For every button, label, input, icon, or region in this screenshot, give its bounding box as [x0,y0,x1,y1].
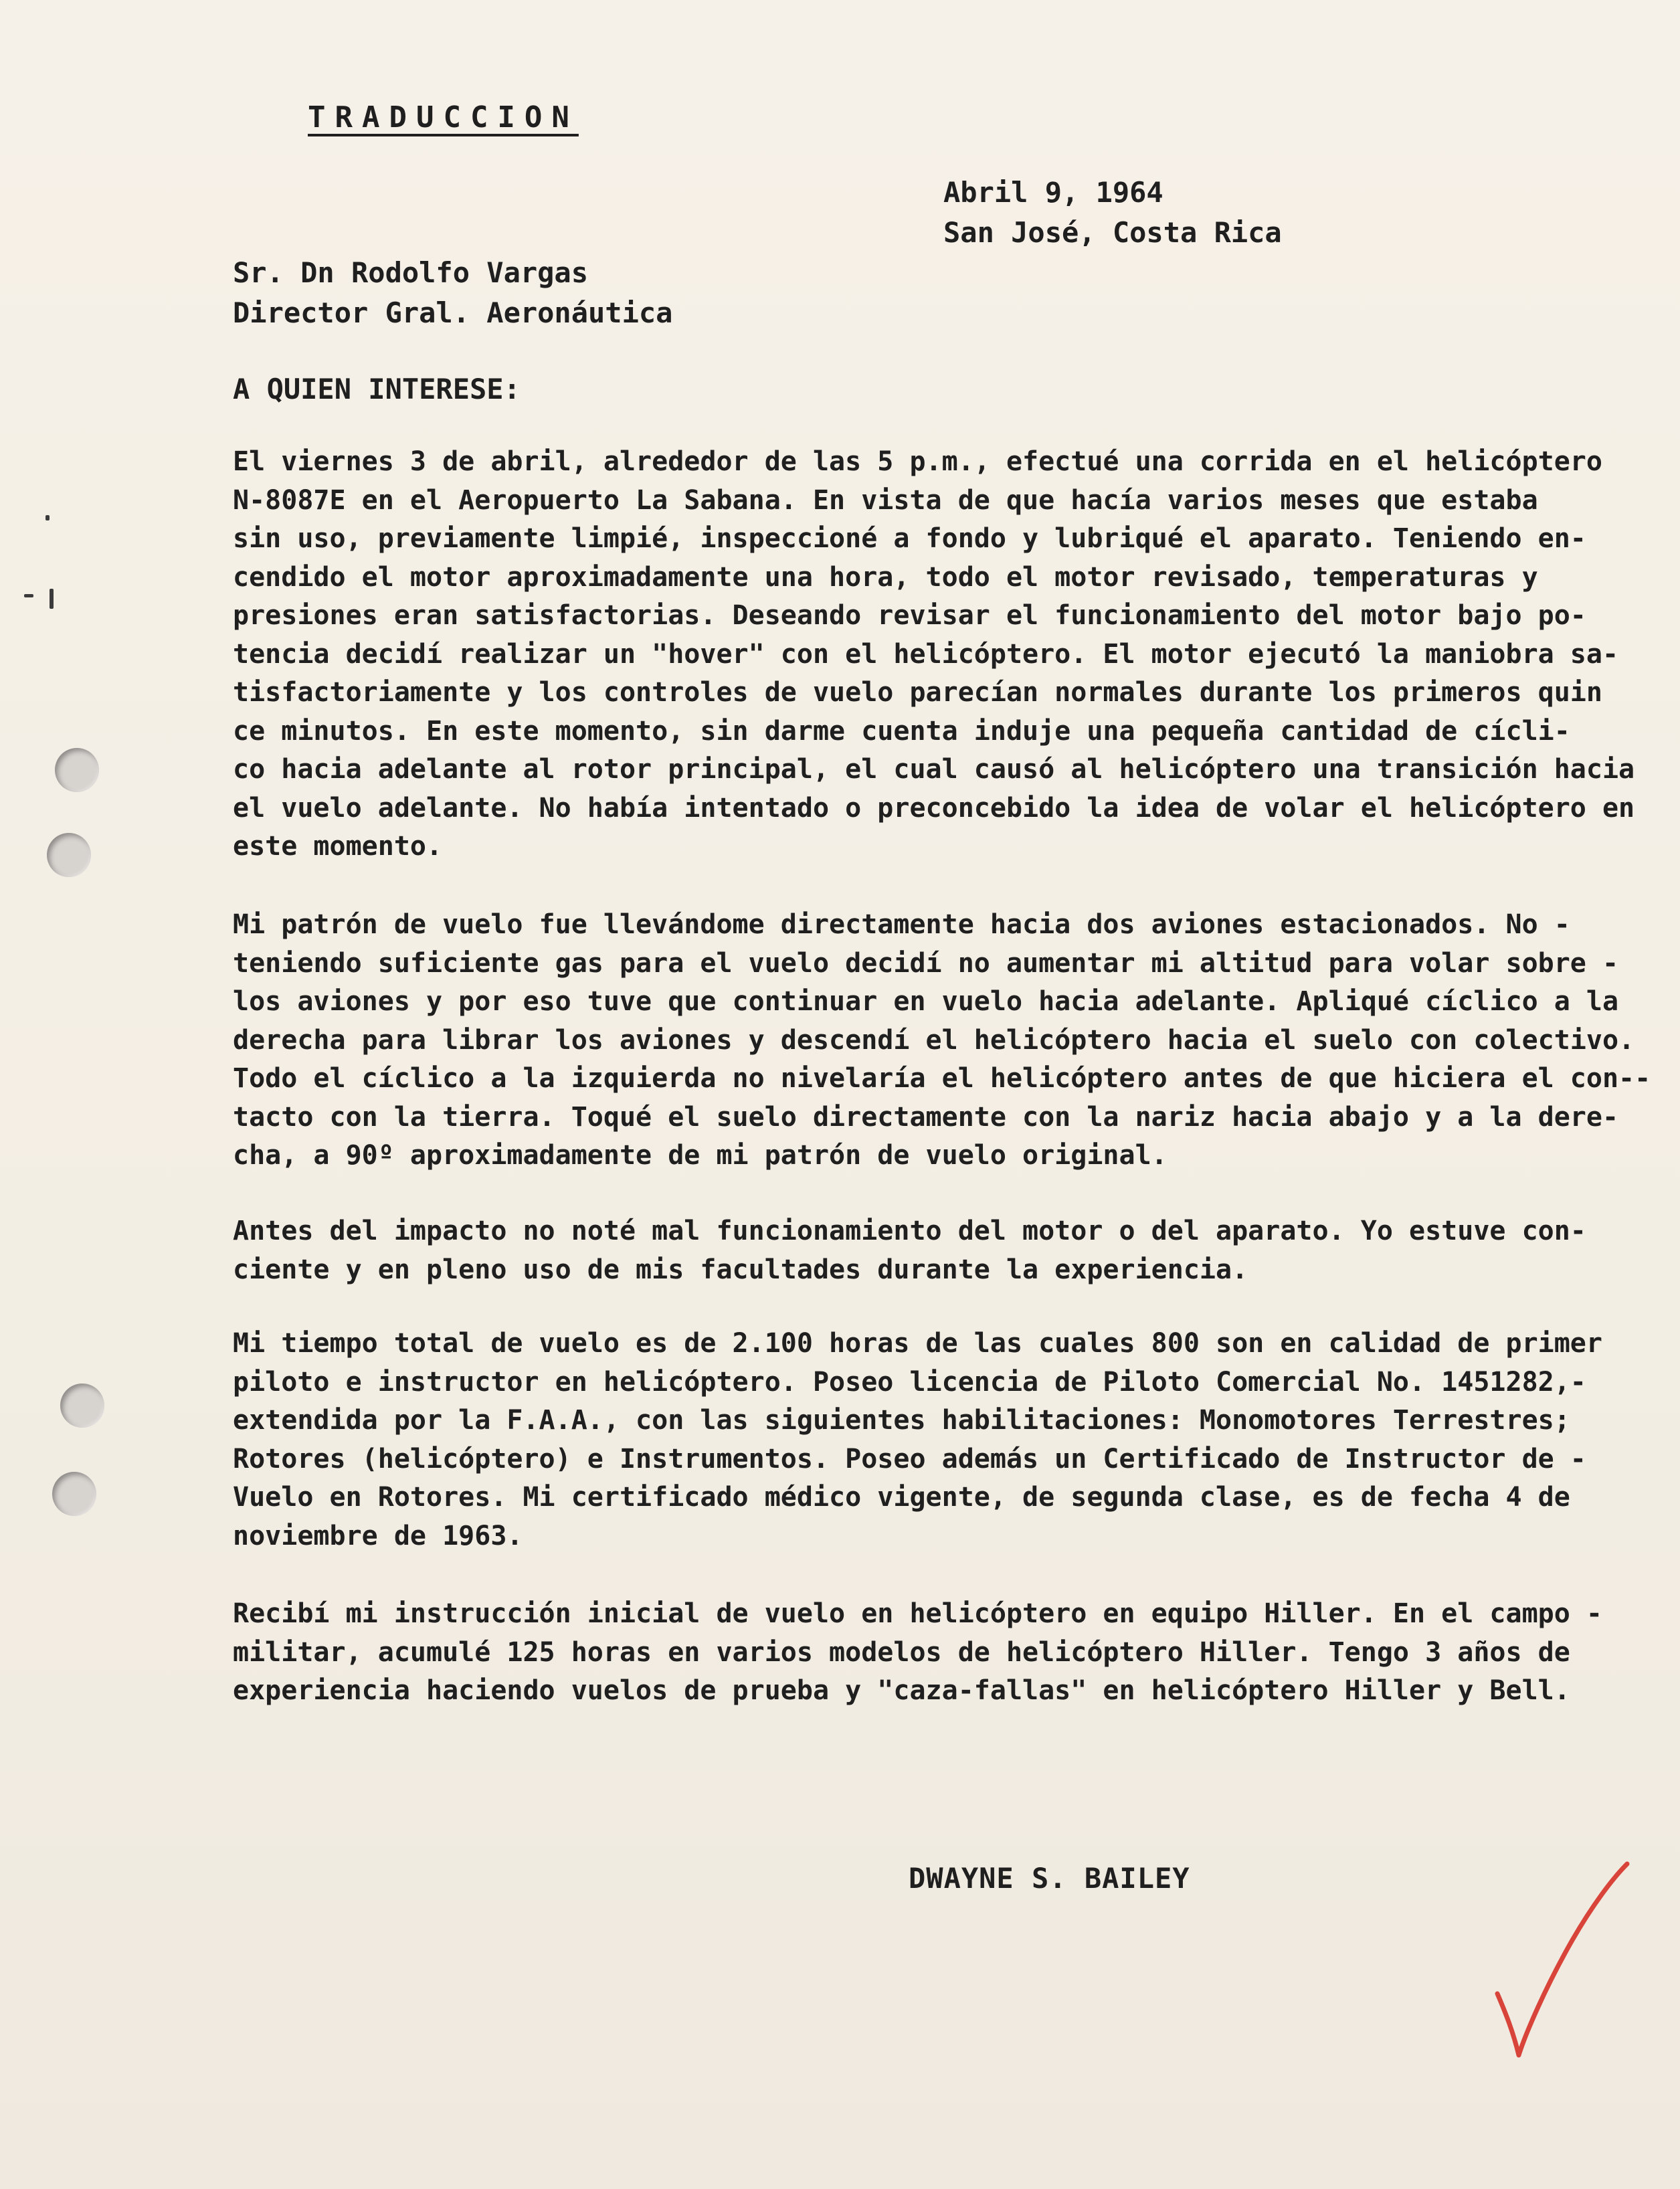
binder-hole-3 [60,1384,104,1428]
date-block [943,173,1282,253]
binder-hole-1 [55,748,99,792]
paragraph-line: Rotores (helicóptero) e Instrumentos. Poseo además un Certificado de Instructor de - [233,1443,1586,1474]
paragraph-2 [233,906,1651,1175]
paragraph-5 [233,1595,1602,1711]
paragraph-line: N-8087E en el Aeropuerto La Sabana. En vista de que hacía varios meses que estaba [233,484,1538,516]
paragraph-line: Antes del impacto no noté mal funcionamiento del motor o del aparato. Yo estuve con- [233,1216,1586,1246]
paragraph-line: experiencia haciendo vuelos de prueba y "caza-fallas" en helicóptero Hiller y Bell. [233,1675,1570,1706]
paragraph-line: militar, acumulé 125 horas en varios modelos de helicóptero Hiller. Tengo 3 años de [233,1636,1570,1668]
paragraph-1 [233,443,1635,866]
paragraph-line: noviembre de 1963. [233,1520,523,1551]
paragraph-line: presiones eran satisfactorias. Deseando revisar el funcionamiento del motor bajo po- [233,600,1586,631]
document-heading: TRADUCCION [308,100,579,134]
paragraph-line: piloto e instructor en helicóptero. Poseo licencia de Piloto Comercial No. 1451282,- [233,1366,1586,1398]
letter-place: San José, Costa Rica [943,216,1282,249]
paragraph-line: este momento. [233,831,443,862]
salutation: A QUIEN INTERESE: [233,373,521,405]
paragraph-line: tacto con la tierra. Toqué el suelo directamente con la nariz hacia abajo y a la dere- [233,1101,1619,1133]
addressee-name: Sr. Dn Rodolfo Vargas [233,256,589,289]
ink-speck [24,594,33,597]
paragraph-line: cha, a 90º aproximadamente de mi patrón de vuelo original. [233,1140,1168,1171]
paragraph-line: ce minutos. En este momento, sin darme cuenta induje una pequeña cantidad de cícli- [233,715,1570,747]
binder-hole-4 [52,1472,96,1516]
paragraph-line: el vuelo adelante. No había intentado o preconcebido la idea de volar el helicóptero en [233,792,1635,824]
paragraph-line: co hacia adelante al rotor principal, el cual causó al helicóptero una transición hacia [233,754,1635,785]
paragraph-3 [233,1212,1586,1289]
addressee-block [233,253,672,333]
paragraph-line: los aviones y por eso tuve que continuar en vuelo hacia adelante. Apliqué cíclico a la [233,986,1619,1017]
paragraph-line: sin uso, previamente limpié, inspeccioné a fondo y lubriqué el aparato. Teniendo en- [233,523,1586,554]
checkmark-icon [1485,1860,1632,2067]
paragraph-line: cendido el motor aproximadamente una hora, todo el motor revisado, temperaturas y [233,561,1538,593]
paragraph-line: ciente y en pleno uso de mis facultades durante la experiencia. [233,1254,1248,1285]
paragraph-line: Todo el cíclico a la izquierda no nivelaría el helicóptero antes de que hiciera el con-- [233,1063,1651,1094]
ink-speck [45,515,50,520]
paragraph-line: teniendo suficiente gas para el vuelo decidí no aumentar mi altitud para volar sobre - [233,947,1619,979]
paragraph-line: Recibí mi instrucción inicial de vuelo en helicóptero en equipo Hiller. En el campo - [233,1598,1602,1629]
letter-date: Abril 9, 1964 [943,176,1163,209]
paragraph-line: Mi patrón de vuelo fue llevándome directamente hacia dos aviones estacionados. No - [233,909,1570,940]
signature-name: DWAYNE S. BAILEY [909,1862,1190,1895]
addressee-title: Director Gral. Aeronáutica [233,296,673,329]
paragraph-line: El viernes 3 de abril, alrededor de las 5 p.m., efectué una corrida en el helicóptero [233,446,1602,477]
paragraph-line: tencia decidí realizar un "hover" con el helicóptero. El motor ejecutó la maniobra sa- [233,638,1619,670]
binder-hole-2 [47,833,91,877]
paragraph-line: tisfactoriamente y los controles de vuelo parecían normales durante los primeros quin [233,677,1602,708]
paragraph-line: extendida por la F.A.A., con las siguientes habilitaciones: Monomotores Terrestres; [233,1405,1570,1436]
paragraph-line: Mi tiempo total de vuelo es de 2.100 horas de las cuales 800 son en calidad de primer [233,1328,1602,1359]
paragraph-line: Vuelo en Rotores. Mi certificado médico vigente, de segunda clase, es de fecha 4 de [233,1482,1570,1513]
paragraph-4 [233,1325,1602,1555]
ink-speck [50,589,54,609]
paragraph-line: derecha para librar los aviones y descendí el helicóptero hacia el suelo con colectivo. [233,1024,1635,1056]
